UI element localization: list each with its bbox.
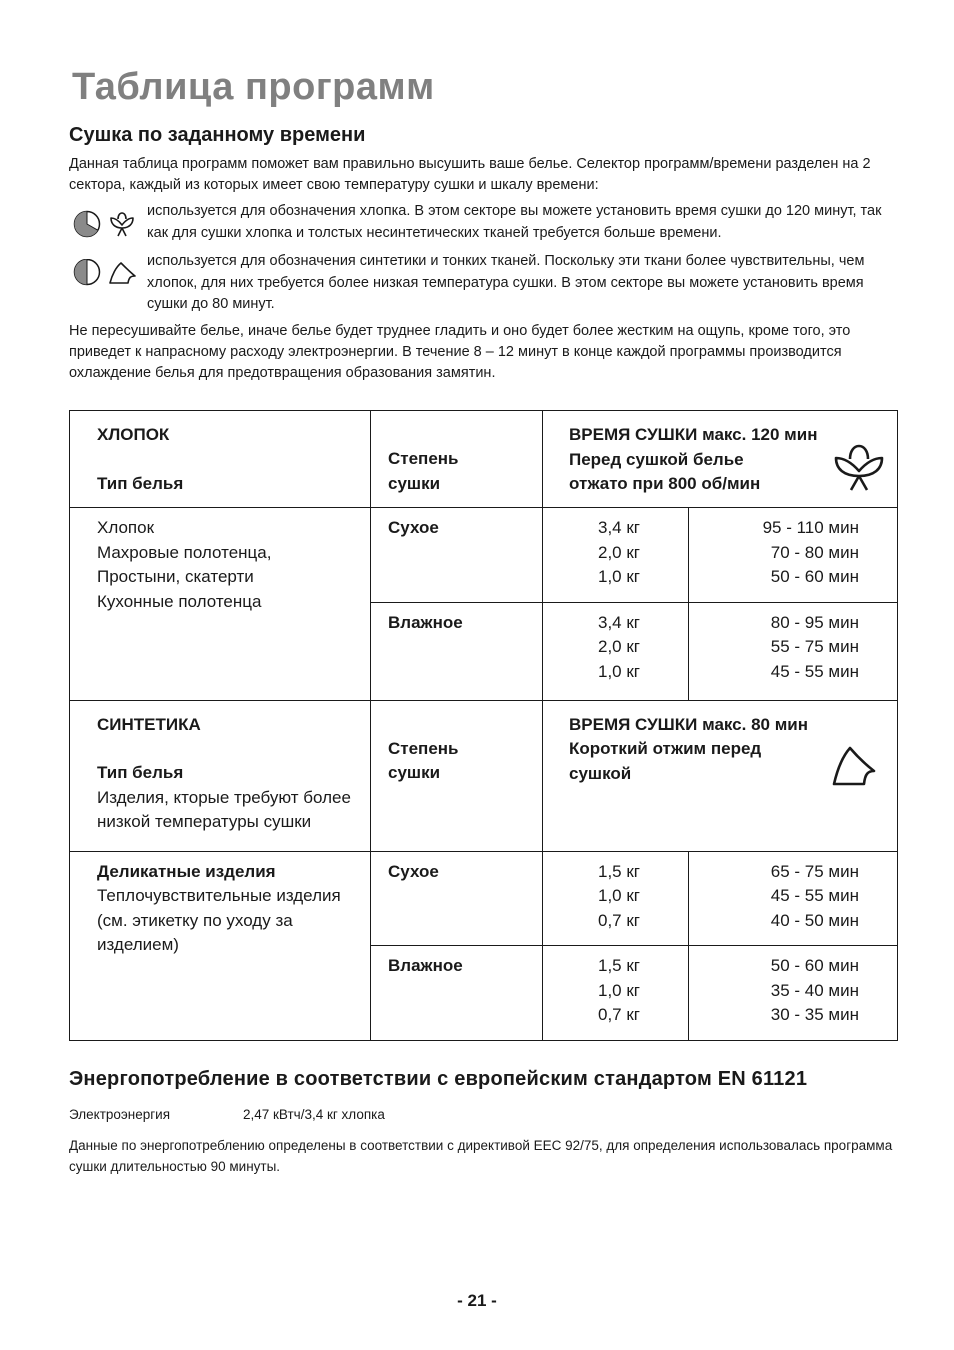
cotton-header-row	[70, 411, 898, 508]
cotton-degree-header	[371, 411, 543, 508]
degree-label-2: сушки	[388, 473, 441, 493]
synthetic-header-cell	[70, 700, 371, 851]
synthetic-wet-kg-cell	[543, 946, 689, 1041]
cotton-item: Простыни, скатерти	[97, 567, 254, 586]
cotton-type-label: Тип белья	[97, 473, 184, 493]
dry-time: 65 - 75 мин	[770, 861, 859, 881]
cotton-wet-kg-cell	[543, 602, 689, 700]
synthetic-dry-row	[70, 851, 898, 946]
cotton-dry-label: Сухое	[371, 508, 543, 603]
synthetic-time-header	[543, 700, 898, 851]
degree-label-2: сушки	[388, 763, 441, 782]
load-kg: 3,4 кг	[598, 612, 640, 632]
load-kg: 1,0 кг	[598, 661, 640, 681]
energy-label: Электроэнергия	[69, 1107, 171, 1122]
page-title: Таблица программ	[72, 66, 435, 108]
synthetic-sector-icon	[72, 259, 142, 289]
delicate-heading: Деликатные изделия	[97, 861, 276, 881]
dry-time: 50 - 60 мин	[770, 956, 859, 975]
energy-row	[69, 1107, 385, 1122]
synthetic-symbol-icon	[831, 744, 877, 788]
synthetic-heading: СИНТЕТИКА	[97, 714, 201, 734]
cotton-sector-text: используется для обозначения хлопка. В этом секторе вы можете установить время сушки до 120 минут, так как для сушки хлопка и толстых несинтетических тканей требуется больше времени.	[147, 203, 882, 241]
section-heading-timed-drying: Сушка по заданному времени	[69, 124, 366, 146]
dry-time: 30 - 35 мин	[770, 1005, 859, 1024]
cotton-time-header	[543, 411, 898, 508]
warning-paragraph: Не пересушивайте белье, иначе белье будет труднее гладить и оно будет более жестким на ощупь, кроме того, это приведет к напрасному расходу электроэнергии. В течение 8 – 12 минут в конце каждой программы производится охлаждение белья для предотвращения образования замятин.	[69, 323, 851, 381]
cotton-wet-min-cell	[689, 602, 898, 700]
cotton-spin-note-1: Перед сушкой белье	[569, 449, 744, 469]
cotton-spin-note-2: отжато при 800 об/мин	[569, 474, 761, 493]
load-kg: 1,0 кг	[598, 886, 640, 905]
synthetic-type-desc-2: низкой температуры сушки	[97, 812, 312, 831]
dry-time: 95 - 110 мин	[762, 518, 859, 537]
synthetic-spin-note-2: сушкой	[569, 763, 632, 783]
degree-label: Степень	[388, 738, 459, 758]
dry-time: 40 - 50 мин	[770, 910, 859, 930]
dry-time: 80 - 95 мин	[770, 612, 859, 632]
degree-label: Степень	[388, 449, 459, 468]
cotton-heading: ХЛОПОК	[97, 425, 170, 444]
dry-time: 70 - 80 мин	[770, 542, 859, 562]
synthetic-wet-min-cell	[689, 946, 898, 1041]
cotton-symbol-icon	[833, 443, 885, 493]
section-heading-energy: Энергопотребление в соответствии с европейским стандартом EN 61121	[69, 1068, 808, 1090]
page-number: - 21 -	[457, 1291, 497, 1310]
energy-note: Данные по энергопотреблению определены в соответствии с директивой EEC 92/75, для определения использовалась программа сушки длительностью 90 минуты.	[69, 1138, 893, 1174]
load-kg: 0,7 кг	[598, 1005, 640, 1024]
cotton-dry-row	[70, 508, 898, 603]
synthetic-dry-kg-cell	[543, 851, 689, 946]
synthetic-dry-min-cell	[689, 851, 898, 946]
cotton-dry-kg-cell	[543, 508, 689, 603]
load-kg: 1,0 кг	[598, 980, 640, 1000]
energy-value: 2,47 кВтч/3,4 кг хлопка	[243, 1107, 385, 1122]
cotton-time-max: ВРЕМЯ СУШКИ макс. 120 мин	[569, 425, 818, 444]
synthetic-type-label: Тип белья	[97, 763, 184, 782]
program-table	[69, 410, 898, 1041]
delicate-item: (см. этикетку по уходу за	[97, 910, 293, 930]
load-kg: 2,0 кг	[598, 542, 640, 562]
load-kg: 1,5 кг	[598, 861, 640, 881]
synthetic-wet-label: Влажное	[371, 946, 543, 1041]
cotton-header-cell	[70, 411, 371, 508]
cotton-sector-icon	[72, 209, 142, 239]
cotton-wet-label: Влажное	[371, 602, 543, 700]
cotton-items-cell	[70, 508, 371, 701]
delicate-item: Теплочувствительные изделия	[97, 886, 341, 905]
cotton-dry-min-cell	[689, 508, 898, 603]
delicate-item: изделием)	[97, 935, 179, 954]
intro-paragraph: Данная таблица программ поможет вам правильно высушить ваше белье. Селектор программ/времени разделен на 2 сектора, каждый из которых имеет свою температуру сушки и шкалу времени:	[69, 156, 871, 193]
synthetic-degree-header	[371, 700, 543, 851]
dry-time: 50 - 60 мин	[770, 567, 859, 586]
delicate-items-cell	[70, 851, 371, 1041]
load-kg: 3,4 кг	[598, 518, 640, 537]
dry-time: 55 - 75 мин	[770, 637, 859, 656]
load-kg: 1,0 кг	[598, 567, 640, 586]
synthetic-time-max: ВРЕМЯ СУШКИ макс. 80 мин	[569, 714, 809, 734]
cotton-item: Хлопок	[97, 518, 155, 537]
load-kg: 0,7 кг	[598, 910, 640, 930]
dry-time: 45 - 55 мин	[770, 886, 859, 905]
synthetic-type-desc: Изделия, кторые требуют более	[97, 787, 351, 807]
synthetic-spin-note-1: Короткий отжим перед	[569, 739, 762, 758]
synthetic-header-row	[70, 700, 898, 851]
dry-time: 45 - 55 мин	[770, 661, 859, 681]
cotton-item: Махровые полотенца,	[97, 542, 272, 562]
load-kg: 2,0 кг	[598, 637, 640, 656]
load-kg: 1,5 кг	[598, 956, 640, 975]
cotton-item: Кухонные полотенца	[97, 591, 262, 611]
synthetic-sector-text: используется для обозначения синтетики и тонких тканей. Поскольку эти ткани более чувствительны, чем хлопок, для них требуется более низкая температура сушки. В этом секторе вы можете установить время сушки до 80 минут.	[147, 253, 865, 312]
synthetic-dry-label: Сухое	[371, 851, 543, 946]
dry-time: 35 - 40 мин	[770, 980, 859, 1000]
